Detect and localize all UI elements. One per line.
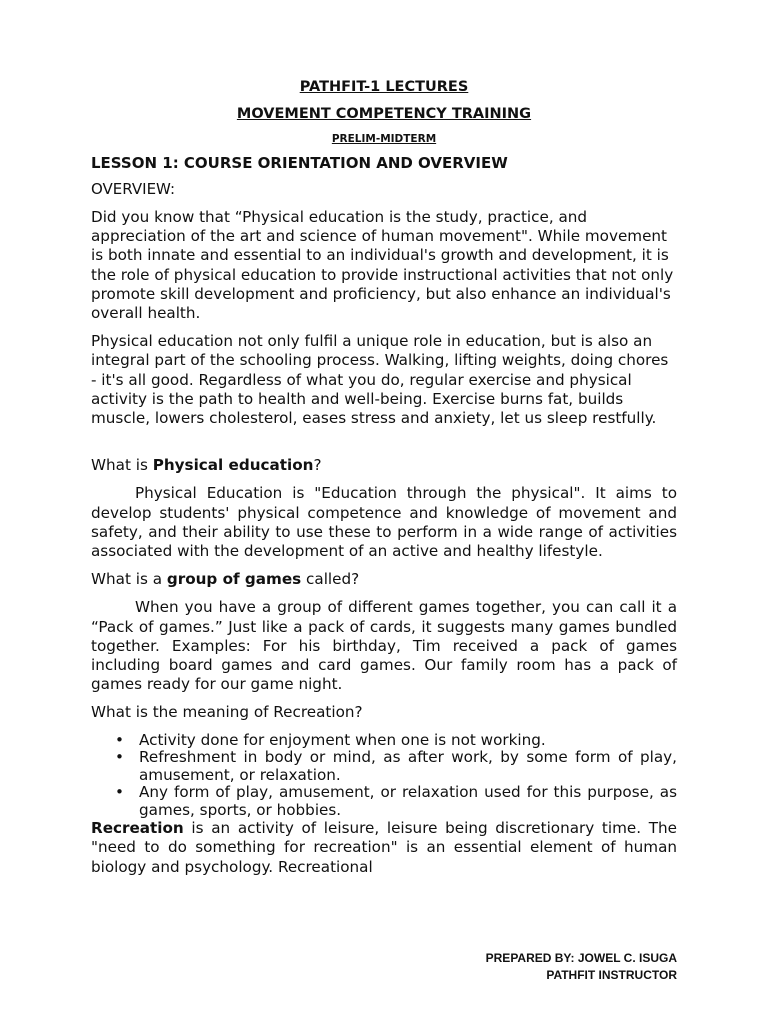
list-item [91,749,677,784]
pe-question [91,456,677,475]
list-item [91,784,677,819]
instructor-title-line: PATHFIT INSTRUCTOR [546,968,677,982]
list-item-text: Activity done for enjoyment when one is not working. [139,730,546,749]
pe-question-prefix: What is [91,456,153,475]
overview-paragraph-1: Did you know that “Physical education is the study, practice, and appreciation of the art and science of human movement". While movement is both innate and essential to an individual's growth and development, it is the role of physical education to provide instructional activities that not only promote skill development and proficiency, but also enhance an individual's overall health. [91,208,674,323]
recreation-question: What is the meaning of Recreation? [91,703,363,722]
pe-question-term: Physical education [152,456,314,475]
pe-answer: Physical Education is "Education through the physical". It aims to develop students' physical competence and knowledge of movement and safety, and their ability to use these to perform in a wide range of activities associated with the development of an active and healthy lifestyle. [91,484,677,561]
document-subtitle: MOVEMENT COMPETENCY TRAINING [236,106,532,122]
games-answer: When you have a group of different games together, you can call it a “Pack of games.” Just like a pack of cards, it suggests many games bundled together. Examples: For his birthday, Tim received a pack of games including board games and card games. Our family room has a pack of games ready for our game night. [91,598,677,694]
document-title: PATHFIT-1 LECTURES [299,79,469,95]
list-item [91,732,677,750]
pe-question-suffix: ? [313,456,322,475]
prepared-by-line: PREPARED BY: JOWEL C. ISUGA [485,951,677,965]
bullet-icon: • [115,730,124,749]
overview-paragraph-2: Physical education not only fulfil a unique role in education, but is also an integral part of the schooling process. Walking, lifting weights, doing chores - it's all good. Regardless of what you do, regular exercise and physical activity is the path to health and well-being. Exercise burns fat, builds muscle, lowers cholesterol, eases stress and anxiety, let us sleep restfully. [91,332,669,428]
footer-credit [486,950,677,984]
games-question-suffix: called? [301,570,360,589]
list-item-text: Refreshment in body or mind, as after work, by some form of play, amusement, or relaxation. [139,748,677,784]
overview-label: OVERVIEW: [91,180,176,198]
document-content [91,78,677,886]
lesson-heading: LESSON 1: COURSE ORIENTATION AND OVERVIEW [91,154,508,172]
recreation-definition-text: is an activity of leisure, leisure being discretionary time. The "need to do something for recreation" is an essential element of human biology and psychology. Recreational [91,819,677,876]
games-question-term: group of games [166,570,302,589]
list-item-text: Any form of play, amusement, or relaxation used for this purpose, as games, sports, or hobbies. [139,783,677,819]
games-question-prefix: What is a [91,570,167,589]
games-question [91,570,677,589]
bullet-icon: • [115,748,124,767]
section-spacer [91,437,677,456]
recreation-definition [91,819,677,877]
bullet-icon: • [115,783,124,802]
term-label: PRELIM-MIDTERM [331,133,437,145]
recreation-bullet-list [91,732,677,820]
recreation-term: Recreation [91,819,184,838]
